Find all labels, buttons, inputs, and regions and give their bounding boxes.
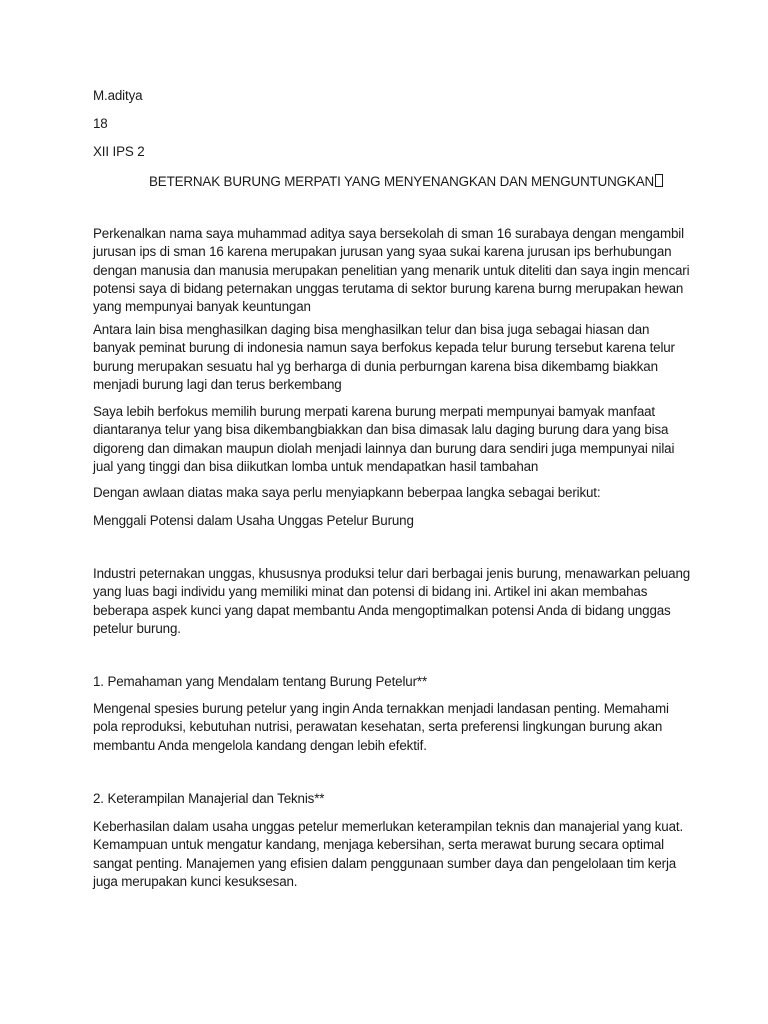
student-number: 18: [93, 116, 108, 131]
paragraph-6: Mengenal spesies burung petelur yang ingin Anda ternakkan menjadi landasan penting. Memahami pola reproduksi, kebutuhan nutrisi, perawatan kesehatan, serta preferensi lingkungan burung akan membantu Anda mengelola kandang dengan lebih efektif.: [93, 701, 669, 753]
paragraph-2: Antara lain bisa menghasilkan daging bisa menghasilkan telur dan bisa juga sebagai hiasan dan banyak peminat burung di indonesia namun saya berfokus kepada telur burung tersebut karena telur burung merupakan sesuatu hal yg berharga di dunia perburngan karena bisa dikembamg biakkan menjadi burung lagi dan terus berkembang: [93, 322, 675, 392]
class-label: XII IPS 2: [93, 144, 145, 159]
heading-1: 1. Pemahaman yang Mendalam tentang Burung Petelur**: [93, 674, 428, 689]
paragraph-3: Saya lebih berfokus memilih burung merpati karena burung merpati mempunyai bamyak manfaat diantaranya telur yang bisa dikembangbiakkan dan bisa dimasak lalu daging burung dara yang bisa digoreng dan dimakan maupun diolah menjadi lainnya dan burung dara sendiri juga mempunyai nilai jual yang tinggi dan bisa diikutkan lomba untuk mendapatkan hasil tambahan: [93, 404, 675, 474]
title-text: BETERNAK BURUNG MERPATI YANG MENYENANGKAN DAN MENGUNTUNGKAN: [149, 174, 655, 189]
author-name: M.aditya: [93, 88, 143, 103]
section-subtitle: Menggali Potensi dalam Usaha Unggas Petelur Burung: [93, 513, 414, 528]
document-title: [149, 173, 663, 191]
paragraph-7: Keberhasilan dalam usaha unggas petelur memerlukan keterampilan teknis dan manajerial yang kuat. Kemampuan untuk mengatur kandang, menjaga kebersihan, serta merawat burung secara optimal sangat penting. Manajemen yang efisien dalam penggunaan sumber daya dan pengelolaan tim kerja juga merupakan kunci kesuksesan.: [93, 819, 684, 889]
paragraph-5: Industri peternakan unggas, khususnya produksi telur dari berbagai jenis burung, menawarkan peluang yang luas bagi individu yang memiliki minat dan potensi di bidang ini. Artikel ini akan membahas beberapa aspek kunci yang dapat membantu Anda mengoptimalkan potensi Anda di bidang unggas petelur burung.: [93, 566, 691, 636]
heading-2: 2. Keterampilan Manajerial dan Teknis**: [93, 791, 325, 806]
missing-glyph-icon: [655, 174, 663, 187]
paragraph-intro: Perkenalkan nama saya muhammad aditya saya bersekolah di sman 16 surabaya dengan mengambil jurusan ips di sman 16 karena merupakan jurusan yang syaa sukai karena jurusan ips berhubungan dengan manusia dan manusia merupakan penelitian yang menarik untuk diteliti dan saya ingin mencari potensi saya di bidang peternakan unggas terutama di sektor burung karena burng merupakan hewan yang mempunyai banyak keuntungan: [93, 226, 690, 315]
paragraph-4: Dengan awlaan diatas maka saya perlu menyiapkann beberpaa langka sebagai berikut:: [93, 485, 601, 500]
